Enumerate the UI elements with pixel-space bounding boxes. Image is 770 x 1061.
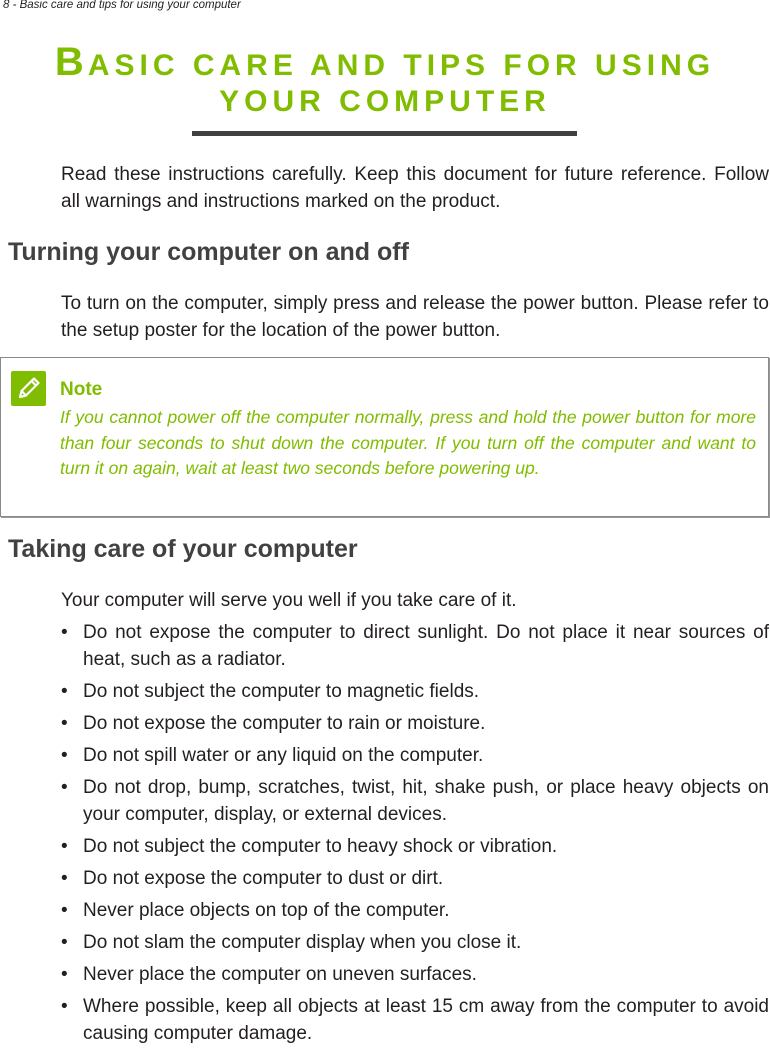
bullet-marker: • (61, 836, 68, 857)
list-item (61, 961, 769, 988)
bullet-marker: • (61, 713, 68, 734)
bullet-marker: • (61, 964, 68, 985)
list-item-text: Do not spill water or any liquid on the computer. (83, 745, 484, 766)
intro-paragraph: Read these instructions carefully. Keep this document for future reference. Follow all warnings and instructions marked on the product. (61, 164, 769, 212)
pencil-icon (11, 371, 46, 406)
list-item (61, 865, 769, 892)
bullet-marker: • (61, 932, 68, 953)
list-item (61, 710, 769, 737)
bullet-marker: • (61, 622, 68, 643)
taking-care-intro: Your computer will serve you well if you take care of it. (61, 590, 517, 611)
list-item (61, 929, 769, 956)
bullet-marker: • (61, 868, 68, 889)
list-item (61, 993, 769, 1047)
page-title-line-1 (0, 40, 770, 85)
list-item (61, 678, 769, 705)
bullet-marker: • (61, 996, 68, 1017)
list-item-text: Do not expose the computer to rain or moisture. (83, 713, 486, 734)
list-item (61, 833, 769, 860)
title-underline-rule (192, 131, 577, 136)
list-item-text: Never place objects on top of the computer. (83, 900, 450, 921)
bullet-marker: • (61, 900, 68, 921)
care-tips-list (61, 619, 769, 1052)
title-line-1-text: ASIC CARE AND TIPS FOR USING (87, 49, 716, 82)
running-header: 8 - Basic care and tips for using your computer (3, 0, 241, 11)
note-label: Note (60, 379, 103, 400)
list-item-text: Where possible, keep all objects at least 15 cm away from the computer to avoid causing computer damage. (83, 996, 769, 1044)
list-item-text: Do not expose the computer to dust or dirt. (83, 868, 444, 889)
list-item-text: Do not expose the computer to direct sunlight. Do not place it near sources of heat, such as a radiator. (83, 622, 769, 670)
list-item-text: Do not subject the computer to magnetic fields. (83, 681, 480, 702)
section-heading-taking-care: Taking care of your computer (8, 535, 358, 563)
list-item (61, 742, 769, 769)
bullet-marker: • (61, 681, 68, 702)
list-item-text: Never place the computer on uneven surfaces. (83, 964, 477, 985)
page-title-line-2: YOUR COMPUTER (219, 85, 551, 118)
list-item (61, 897, 769, 924)
list-item-text: Do not slam the computer display when you close it. (83, 932, 522, 953)
section-heading-turning-on-off: Turning your computer on and off (8, 238, 409, 266)
turning-on-off-paragraph: To turn on the computer, simply press and release the power button. Please refer to the setup poster for the location of the power button. (61, 293, 769, 341)
list-item (61, 774, 769, 828)
bullet-marker: • (61, 745, 68, 766)
list-item-text: Do not drop, bump, scratches, twist, hit, shake push, or place heavy objects on your computer, display, or external devices. (83, 777, 769, 825)
list-item-text: Do not subject the computer to heavy shock or vibration. (83, 836, 558, 857)
note-text: If you cannot power off the computer normally, press and hold the power button for more than four seconds to shut down the computer. If you turn off the computer and want to turn it on again, wait at least two seconds before powering up. (60, 407, 756, 478)
title-drop-cap: B (54, 40, 88, 84)
bullet-marker: • (61, 777, 68, 798)
list-item (61, 619, 769, 673)
